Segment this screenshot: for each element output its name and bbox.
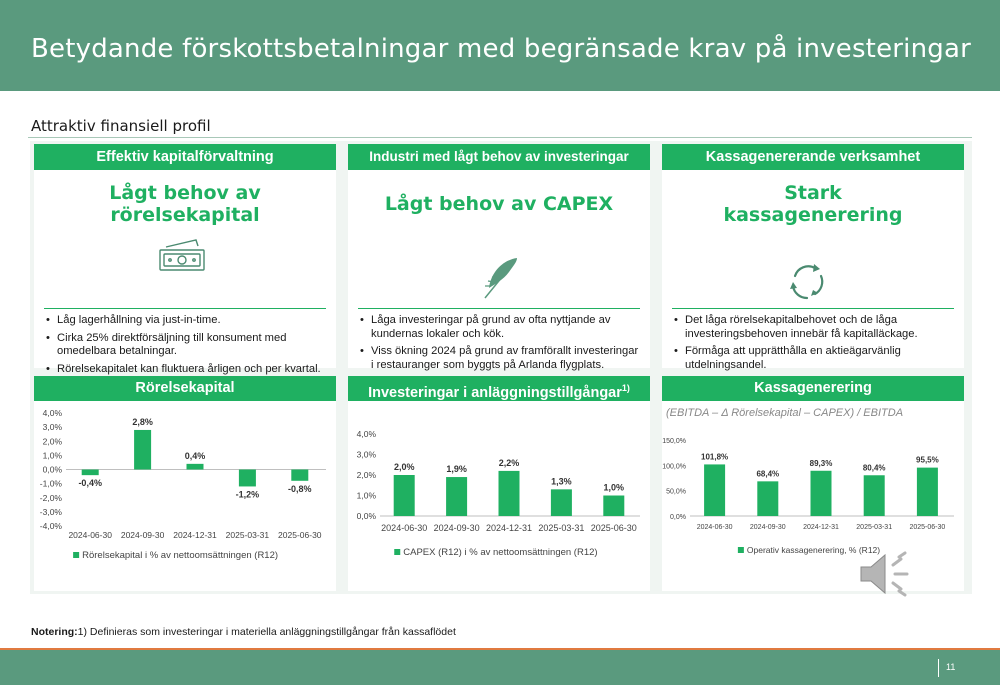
column-big-title <box>34 182 336 226</box>
y-tick-label: 0,0% <box>42 464 62 475</box>
column-big-title <box>348 193 650 215</box>
y-tick-label: 1,0% <box>42 450 62 461</box>
data-label: -0,8% <box>288 483 312 494</box>
chart-subtitle: (EBITDA – Δ Rörelsekapital – CAPEX) / EBITDA <box>666 407 904 419</box>
data-label: -1,2% <box>235 489 260 500</box>
cash-icon <box>158 238 206 274</box>
data-label: 1,3% <box>551 476 572 487</box>
data-label: 2,0% <box>393 462 415 472</box>
chart-capex <box>348 401 650 591</box>
x-tick-label: 2024-06-30 <box>68 530 112 540</box>
column-header: Kassagenererande verksamhet <box>662 144 964 170</box>
chart-svg <box>348 401 650 591</box>
x-tick-label: 2024-12-31 <box>173 530 217 540</box>
big-title-line: Stark <box>784 182 842 204</box>
bar <box>134 430 151 470</box>
slide-header <box>0 0 1000 91</box>
bullet-item: • Cirka 25% direktförsäljning till konsument med omedelbara betalningar. <box>44 332 328 359</box>
bar <box>499 471 520 516</box>
column-divider <box>358 308 640 309</box>
column-working-capital <box>34 144 336 375</box>
legend-label: Operativ kassagenerering, % (R12) <box>746 545 881 555</box>
bar <box>704 464 725 516</box>
feather-icon <box>481 256 523 300</box>
bar <box>551 489 572 516</box>
x-tick-label: 2024-06-30 <box>696 524 733 531</box>
legend-swatch <box>738 547 744 553</box>
data-label: 1,9% <box>446 464 467 475</box>
big-title-line: Lågt behov av <box>109 182 261 204</box>
x-tick-label: 2025-03-31 <box>225 530 270 540</box>
data-label: 0,4% <box>184 450 206 461</box>
bullet-item: • Viss ökning 2024 på grund av framförallt investeringar i restauranger som byggts på Arlanda flygplats. <box>358 345 642 372</box>
column-divider <box>44 308 326 309</box>
footnote <box>31 626 456 638</box>
y-tick-label: 2,0% <box>42 436 62 447</box>
x-tick-label: 2025-03-31 <box>538 523 585 533</box>
bar <box>757 481 778 516</box>
big-title-line: kassagenerering <box>723 204 903 226</box>
bar <box>446 477 467 516</box>
bullet-item: • Låga investeringar på grund av ofta nyttjande av kundernas lokaler och kök. <box>358 314 642 341</box>
bar <box>864 475 885 516</box>
y-tick-label: 100,0% <box>662 463 686 471</box>
column-cash-generation <box>662 144 964 371</box>
bullet-list <box>44 314 328 380</box>
column-big-title <box>662 182 964 226</box>
y-tick-label: 2,0% <box>356 470 376 480</box>
legend-label: Rörelsekapital i % av nettoomsättningen (R12) <box>82 550 279 561</box>
column-divider <box>672 308 954 309</box>
data-label: 95,5% <box>916 455 939 465</box>
section-subtitle: Attraktiv finansiell profil <box>31 117 211 135</box>
x-tick-label: 2025-06-30 <box>278 530 322 540</box>
y-tick-label: 50,0% <box>666 488 686 496</box>
subtitle-divider <box>28 137 972 138</box>
x-tick-label: 2024-09-30 <box>120 530 165 540</box>
data-label: 101,8% <box>701 452 729 462</box>
data-label: 68,4% <box>756 469 780 479</box>
column-body <box>34 170 336 375</box>
data-label: -0,4% <box>78 478 102 489</box>
slide-title: Betydande förskottsbetalningar med begränsade krav på investeringar <box>31 34 971 64</box>
bar <box>239 470 256 487</box>
x-tick-label: 2024-12-31 <box>803 524 839 531</box>
bullet-item: • Förmåga att upprätthålla en aktieägarvänlig utdelningsandel. <box>672 345 956 372</box>
data-label: 1,0% <box>603 482 625 493</box>
y-tick-label: -4,0% <box>39 521 62 531</box>
y-tick-label: 1,0% <box>356 490 376 501</box>
speaker-icon[interactable] <box>855 545 919 603</box>
cycle-arrows-icon <box>787 262 827 302</box>
data-label: 2,2% <box>498 457 520 468</box>
chart-header-cash-generation: Kassagenerering <box>662 376 964 401</box>
data-label: 89,3% <box>809 458 833 468</box>
y-tick-label: 0,0% <box>670 514 686 521</box>
data-label: 2,8% <box>132 416 153 427</box>
y-tick-label: -3,0% <box>39 506 62 517</box>
bar <box>187 464 204 470</box>
x-tick-label: 2025-03-31 <box>856 524 893 531</box>
bullet-list <box>358 314 642 376</box>
footer-separator <box>938 659 939 677</box>
x-tick-label: 2025-06-30 <box>909 524 946 531</box>
bar <box>917 468 938 516</box>
footnote-label: Notering: <box>31 626 78 638</box>
slide-footer <box>0 648 1000 685</box>
chart-svg <box>34 401 336 591</box>
column-header: Industri med lågt behov av investeringar <box>348 144 650 170</box>
y-tick-label: 3,0% <box>356 449 376 460</box>
y-tick-label: -1,0% <box>39 478 62 489</box>
x-tick-label: 2024-09-30 <box>749 524 786 531</box>
bar <box>291 470 308 481</box>
bar <box>811 471 832 516</box>
legend-swatch <box>73 552 79 558</box>
bullet-item: • Rörelsekapitalet kan fluktuera årligen och per kvartal. <box>44 363 328 377</box>
y-tick-label: 0,0% <box>356 511 376 521</box>
y-tick-label: -2,0% <box>39 492 62 503</box>
column-body <box>662 170 964 371</box>
y-tick-label: 150,0% <box>662 438 686 445</box>
big-title-line: rörelsekapital <box>110 204 260 226</box>
y-tick-label: 3,0% <box>42 422 62 433</box>
y-tick-label: 4,0% <box>42 408 62 418</box>
column-capex <box>348 144 650 371</box>
big-title-line: Lågt behov av CAPEX <box>384 193 614 215</box>
chart-header-text: Investeringar i anläggningstillgångar <box>368 384 622 401</box>
footnote-marker: 1) <box>621 383 630 393</box>
bar <box>394 475 415 516</box>
y-tick-label: 4,0% <box>356 429 376 439</box>
bar <box>603 496 624 517</box>
data-label: 80,4% <box>862 463 886 473</box>
bullet-list <box>672 314 956 376</box>
column-body <box>348 170 650 371</box>
bullet-item: • Det låga rörelsekapitalbehovet och de låga investeringsbehoven innebär få kapitalläckage. <box>672 314 956 341</box>
x-tick-label: 2024-06-30 <box>381 523 428 533</box>
column-header: Effektiv kapitalförvaltning <box>34 144 336 170</box>
x-tick-label: 2024-09-30 <box>433 523 480 533</box>
footnote-text: 1) Definieras som investeringar i materiella anläggningstillgångar från kassaflödet <box>77 626 456 638</box>
chart-header-capex <box>348 376 650 401</box>
chart-header-working-capital: Rörelsekapital <box>34 376 336 401</box>
legend-label: CAPEX (R12) i % av nettoomsättningen (R12) <box>403 547 598 558</box>
bullet-item: • Låg lagerhållning via just-in-time. <box>44 314 328 328</box>
chart-working-capital <box>34 401 336 591</box>
page-number: 11 <box>946 662 956 672</box>
bar <box>82 470 99 476</box>
x-tick-label: 2024-12-31 <box>485 523 533 533</box>
legend-swatch <box>394 549 400 555</box>
x-tick-label: 2025-06-30 <box>590 523 637 533</box>
